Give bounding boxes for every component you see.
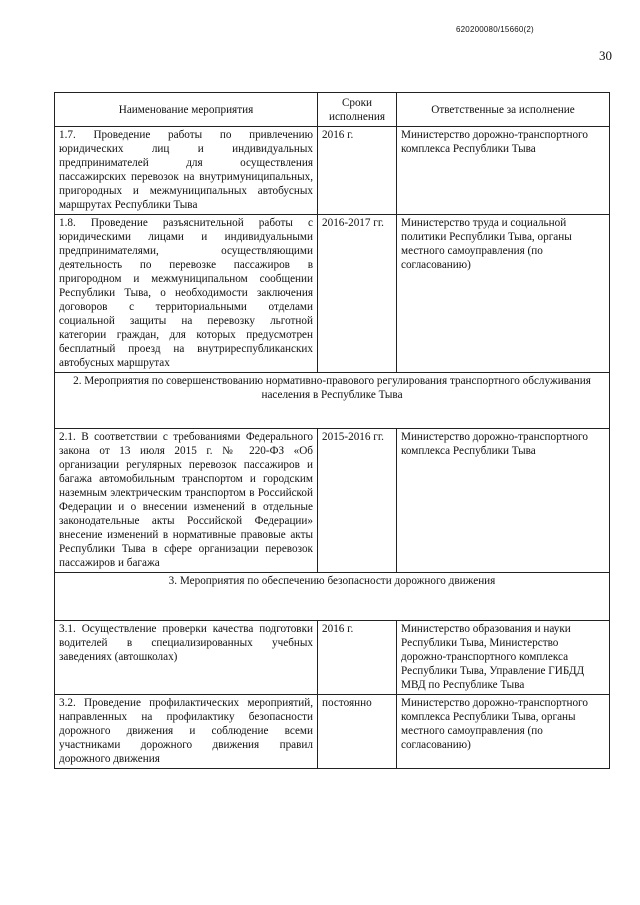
page-number: 30 — [599, 48, 612, 63]
measure-name: 3.2. Проведение профилактических мероприятий, направленных на профилактику безопасности дорожного движения и соблюдение всеми участниками дорожного движения правил дорожного движения — [55, 695, 318, 769]
measure-name: 3.1. Осуществление проверки качества подготовки водителей в специализированных учебных заведениях (автошколах) — [55, 621, 318, 695]
table-row — [55, 215, 610, 373]
measure-responsible: Министерство дорожно-транспортного комплекса Республики Тыва — [397, 429, 610, 573]
measure-responsible: Министерство образования и науки Республики Тыва, Министерство дорожно-транспортного комплекса Республики Тыва, Управление ГИБДД МВД по Республике Тыва — [397, 621, 610, 695]
measure-term: 2016 г. — [318, 127, 397, 215]
document-number: 620200080/15660(2) — [456, 25, 534, 34]
header-responsible: Ответственные за исполнение — [397, 93, 610, 127]
measure-name: 1.8. Проведение разъяснительной работы с юридическими лицами и индивидуальными предпринимателями, осуществляющими деятельность по перевозке пассажиров в пригородном и межмуниципальном сообщении Республики Тыва, о необходимости заключения договоров с территориальными отделами социальной защиты на перевозку льготной категории граждан, для которых предусмотрен бесплатный проезд на внутриреспубликанских автобусных маршрутах — [55, 215, 318, 373]
section-heading: 2. Мероприятия по совершенствованию нормативно-правового регулирования транспортного обслуживания населения в Республике Тыва — [55, 373, 610, 429]
table-row — [55, 621, 610, 695]
table-row — [55, 127, 610, 215]
measure-name: 1.7. Проведение работы по привлечению юридических лиц и индивидуальных предпринимателей для осуществления пассажирских перевозок на внутримуниципальных, пригородных и межмуниципальных автобусных маршрутах Республики Тыва — [55, 127, 318, 215]
measure-name: 2.1. В соответствии с требованиями Федерального закона от 13 июля 2015 г. № 220-ФЗ «Об организации регулярных перевозок пассажиров и багажа автомобильным транспортом и городским наземным электрическим транспортом в Российской Федерации и о внесении изменений в отдельные законодательные акты Российской Федерации» внесение изменений в нормативные правовые акты Республики Тыва в сфере организации перевозок пассажиров и багажа — [55, 429, 318, 573]
measure-term: 2016-2017 гг. — [318, 215, 397, 373]
section-row — [55, 573, 610, 621]
table-row — [55, 695, 610, 769]
measure-term: постоянно — [318, 695, 397, 769]
table-row — [55, 429, 610, 573]
measure-responsible: Министерство дорожно-транспортного комплекса Республики Тыва — [397, 127, 610, 215]
measure-term: 2015-2016 гг. — [318, 429, 397, 573]
header-name: Наименование мероприятия — [55, 93, 318, 127]
table-header-row — [55, 93, 610, 127]
measures-table — [54, 92, 610, 769]
measure-responsible: Министерство труда и социальной политики Республики Тыва, органы местного самоуправления (по согласованию) — [397, 215, 610, 373]
section-heading: 3. Мероприятия по обеспечению безопасности дорожного движения — [55, 573, 610, 621]
measure-responsible: Министерство дорожно-транспортного комплекса Республики Тыва, органы местного самоуправления (по согласованию) — [397, 695, 610, 769]
section-row — [55, 373, 610, 429]
measure-term: 2016 г. — [318, 621, 397, 695]
header-term: Сроки исполнения — [318, 93, 397, 127]
